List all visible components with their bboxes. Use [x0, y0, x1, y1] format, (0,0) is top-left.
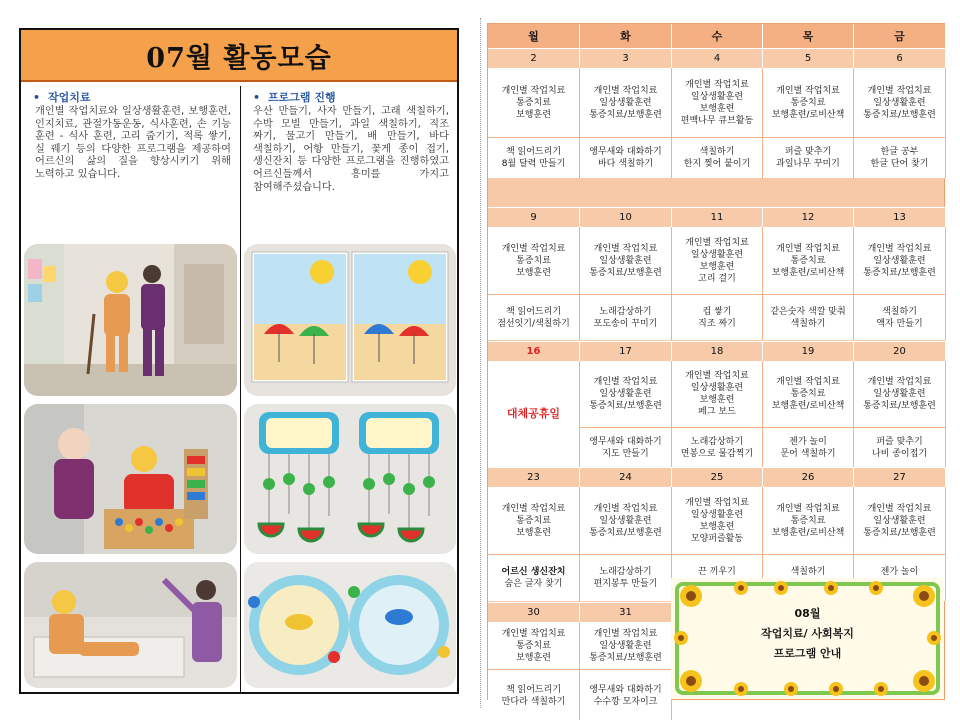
activity-line: 문어 색칠하기 [780, 448, 836, 459]
activity-line: 젠가 놀이 [880, 567, 919, 577]
activity-line: 개인별 작업치료 [685, 237, 749, 248]
main-activity-cell [580, 361, 672, 428]
notice-line: 작업치료/ 사회복지 [761, 627, 854, 640]
activity-line: 개인별 작업치료 [776, 503, 840, 514]
date-number: 2 [488, 48, 580, 68]
date-number: 18 [672, 341, 763, 361]
extra-activity-cell [854, 295, 946, 340]
extra-activity-cell [854, 138, 946, 178]
activity-line: 페그 보드 [698, 407, 736, 417]
activity-line: 통증치료/보행훈련 [863, 401, 936, 411]
date-number: 25 [672, 467, 763, 487]
activity-line: 책 읽어드리기 [505, 685, 562, 695]
activity-line: 컵 쌓기 [702, 306, 732, 317]
main-activity-cell [763, 487, 854, 555]
poster-title-banner [21, 30, 457, 82]
activity-line: 보행훈련 [699, 521, 735, 532]
activity-line: 보행훈련/로비산책 [771, 527, 845, 538]
activity-line: 개인별 작업치료 [501, 243, 566, 254]
activity-line: 한지 찢어 붙이기 [683, 159, 751, 169]
activity-line: 만다라 색칠하기 [501, 697, 566, 707]
program-heading [253, 89, 457, 105]
peg-board-photo [24, 404, 237, 554]
activity-line: 통증치료 [516, 97, 551, 108]
bullet-mark: • [33, 91, 41, 104]
activity-line: 앵무새와 대화하기 [589, 147, 662, 157]
activity-line: 개인별 작업치료 [867, 243, 932, 254]
activity-line: 개인별 작업치료 [501, 85, 566, 96]
extra-activity-cell [672, 295, 763, 340]
activity-line: 직조 짜기 [698, 318, 736, 329]
main-activity-cell [580, 622, 672, 670]
main-activity-cell [672, 487, 763, 555]
extra-activity-cell [672, 428, 763, 467]
activity-line: 포도송이 꾸미기 [593, 318, 658, 329]
extra-activity-cell [672, 138, 763, 178]
date-number: 11 [672, 207, 763, 227]
activity-line: 액자 만들기 [876, 318, 923, 329]
weekday-header: 월 [488, 24, 580, 48]
activity-line: 앵무새와 대화하기 [589, 685, 662, 695]
activity-line: 퍼즐 맞추기 [876, 436, 923, 447]
activity-line: 개인별 작업치료 [685, 497, 749, 508]
date-number: 3 [580, 48, 672, 68]
activity-line: 통증치료/보행훈련 [863, 527, 936, 538]
activity-line: 통증치료 [790, 515, 826, 526]
main-activity-cell [488, 622, 580, 670]
activity-line: 개인별 작업치료 [867, 377, 932, 387]
date-number: 10 [580, 207, 672, 227]
activity-line: 개인별 작업치료 [593, 243, 658, 254]
activity-line: 개인별 작업치료 [867, 503, 932, 514]
extra-activity-cell [580, 295, 672, 340]
activity-line: 지도 만들기 [602, 448, 649, 459]
date-number: 17 [580, 341, 672, 361]
date-number: 12 [763, 207, 854, 227]
activity-line: 퍼즐 맞추기 [784, 147, 832, 157]
date-number: 4 [672, 48, 763, 68]
activity-line: 노래감상하기 [599, 306, 652, 317]
activity-line: 개인별 작업치료 [593, 377, 658, 387]
main-activity-cell [854, 68, 946, 138]
activity-line: 색칠하기 [699, 147, 735, 157]
extra-activity-cell [580, 555, 672, 601]
main-activity-cell [488, 487, 580, 555]
activity-line: 색칠하기 [790, 318, 826, 329]
activity-line: 통증치료/보행훈련 [863, 109, 936, 120]
extra-activity-cell [488, 670, 580, 720]
date-number: 30 [488, 602, 580, 622]
bed-exercise-photo [24, 562, 237, 688]
weekday-header: 수 [672, 24, 763, 48]
main-activity-cell [763, 68, 854, 138]
date-number: 27 [854, 467, 946, 487]
main-activity-cell [580, 68, 672, 138]
fish-bowl-plate-photo [244, 562, 456, 688]
page-divider [480, 18, 481, 708]
activity-line: 보행훈련 [516, 652, 551, 663]
activity-line: 개인별 작업치료 [776, 85, 840, 96]
activity-line: 보행훈련 [699, 103, 735, 114]
holiday-cell [488, 361, 580, 467]
date-number: 23 [488, 467, 580, 487]
activity-line: 개인별 작업치료 [501, 628, 566, 639]
bullet-mark: • [253, 91, 261, 104]
activity-line: 보행훈련 [516, 527, 551, 538]
activity-line: 통증치료 [516, 255, 551, 266]
heading-text: 작업치료 [48, 91, 91, 104]
notice-line: 프로그램 안내 [773, 647, 842, 660]
poster-title: 07월 활동모습 [146, 42, 332, 74]
activity-line: 일상생활훈련 [599, 255, 652, 266]
activity-line: 모양퍼즐활동 [690, 533, 744, 544]
weekday-header: 목 [763, 24, 854, 48]
activity-line: 보행훈련 [699, 395, 735, 405]
extra-activity-cell [580, 670, 672, 720]
activity-line: 한글 공부 [880, 147, 919, 157]
activity-line: 통증치료/보행훈련 [589, 527, 662, 538]
activity-line: 보행훈련 [516, 109, 551, 120]
activity-line: 통증치료 [790, 255, 826, 266]
date-number: 20 [854, 341, 946, 361]
extra-activity-cell [763, 138, 854, 178]
date-number: 13 [854, 207, 946, 227]
activity-line: 개인별 작업치료 [501, 503, 566, 514]
date-number: 16 [488, 341, 580, 361]
extra-activity-cell [580, 138, 672, 178]
activity-line: 통증치료 [516, 515, 551, 526]
main-activity-cell [580, 227, 672, 295]
activity-line: 숨은 글자 찾기 [504, 579, 563, 589]
date-number: 5 [763, 48, 854, 68]
watermelon-mobile-photo [244, 404, 456, 554]
activity-line: 보행훈련/로비산책 [771, 267, 845, 278]
activity-line: 책 읽어드리기 [505, 147, 562, 157]
activity-line: 통증치료 [790, 389, 826, 399]
main-activity-cell [488, 227, 580, 295]
date-number: 9 [488, 207, 580, 227]
main-activity-cell [672, 361, 763, 428]
activity-line: 고리 걸기 [698, 273, 736, 284]
activity-poster [19, 28, 459, 694]
activity-line: 일상생활훈련 [599, 640, 652, 651]
activity-line: 어르신 생신잔치 [501, 567, 566, 577]
notice-line: 08월 [794, 607, 821, 620]
activity-line: 편지봉투 만들기 [593, 579, 658, 589]
activity-line: 편백나무 큐브활동 [680, 115, 754, 126]
activity-line: 일상생활훈련 [873, 389, 926, 399]
walking-training-photo [24, 244, 237, 396]
occupational-therapy-column [21, 86, 239, 692]
activity-line: 통증치료/보행훈련 [589, 401, 662, 411]
main-activity-cell [488, 68, 580, 138]
activity-line: 수수깡 모자이크 [593, 697, 658, 707]
date-number: 24 [580, 467, 672, 487]
activity-line: 일상생활훈련 [599, 515, 652, 526]
main-activity-cell [763, 361, 854, 428]
main-activity-cell [854, 487, 946, 555]
extra-activity-cell [763, 428, 854, 467]
activity-line: 일상생활훈련 [690, 249, 744, 260]
weekday-header: 금 [854, 24, 946, 48]
activity-line: 색칠하기 [790, 567, 826, 577]
activity-line: 한글 단어 찾기 [870, 159, 929, 169]
activity-line: 개인별 작업치료 [776, 243, 840, 254]
activity-line: 보행훈련/로비산책 [771, 401, 845, 411]
august-program-notice [671, 578, 944, 699]
activity-line: 통증치료/보행훈련 [589, 109, 662, 120]
activity-line: 일상생활훈련 [690, 509, 744, 520]
activity-line: 일상생활훈련 [873, 97, 926, 108]
extra-activity-cell [854, 428, 946, 467]
activity-line: 같은숫자 색깔 맞춰 [770, 306, 846, 317]
date-number: 19 [763, 341, 854, 361]
weekday-header: 화 [580, 24, 672, 48]
activity-line: 바다 색칠하기 [597, 159, 654, 169]
occupational-therapy-text: 개인별 작업치료와 일상생활훈련, 보행훈련, 인지치료, 관절가동운동, 식사훈련, 손 기능 훈련 - 식사 훈련, 고리 줍기기, 적록 쌓기, 실 꿰기 등의 다양한 프로그램을 제공하여 어르신의 삶의 질을 향상시키기 위해 노력하고 있습니다. [35, 106, 231, 180]
activity-line: 노래감상하기 [599, 567, 652, 577]
activity-line: 개인별 작업치료 [593, 503, 658, 514]
activity-line: 통증치료 [516, 640, 551, 651]
activity-line: 개인별 작업치료 [593, 628, 658, 639]
activity-line: 일상생활훈련 [599, 389, 652, 399]
activity-line: 통증치료 [790, 97, 826, 108]
activity-line: 일상생활훈련 [690, 91, 744, 102]
date-number: 31 [580, 602, 672, 622]
activity-line: 색칠하기 [882, 306, 917, 317]
activity-line: 보행훈련 [699, 261, 735, 272]
activity-line: 앵무새와 대화하기 [589, 436, 662, 447]
activity-line: 면봉으로 물감찍기 [680, 448, 754, 459]
occupational-therapy-heading [33, 89, 239, 105]
date-number: 6 [854, 48, 946, 68]
main-activity-cell [672, 227, 763, 295]
activity-line: 개인별 작업치료 [593, 85, 658, 96]
extra-activity-cell [488, 138, 580, 178]
main-activity-cell [580, 487, 672, 555]
activity-line: 과일나무 꾸미기 [776, 159, 840, 169]
activity-line: 통증치료/보행훈련 [863, 267, 936, 278]
extra-activity-cell [488, 295, 580, 340]
activity-line: 노래감상하기 [690, 436, 744, 447]
holiday-label: 대체공휴일 [506, 407, 561, 420]
activity-line: 끈 끼우기 [698, 567, 736, 577]
activity-line: 보행훈련 [516, 267, 551, 278]
activity-line: 점선잇기/색칠하기 [497, 318, 570, 329]
extra-activity-cell [763, 295, 854, 340]
activity-line: 개인별 작업치료 [776, 377, 840, 387]
activity-line: 8월 달력 만들기 [501, 159, 566, 169]
main-activity-cell [672, 68, 763, 138]
activity-line: 젠가 놀이 [789, 436, 827, 447]
activity-line: 책 읽어드리기 [505, 306, 562, 317]
activity-line: 보행훈련/로비산책 [771, 109, 845, 120]
program-text: 우산 만들기, 사자 만들기, 고래 색칠하기, 수박 모빌 만들기, 과일 색칠하기, 직조 짜기, 물고기 만들기, 배 만들기, 바다 색칠하기, 어항 만들기, 꽃게 종이 접기, 생신잔치 등 다양한 프로그램을 진행하였고 어르신들께서 흥미를 가지고 참여해주셨습니다. [253, 106, 449, 193]
activity-line: 일상생활훈련 [873, 515, 926, 526]
activity-line: 통증치료/보행훈련 [589, 652, 662, 663]
activity-line: 개인별 작업치료 [867, 85, 932, 96]
umbrella-drawing-photo [244, 244, 456, 396]
activity-line: 통증치료/보행훈련 [589, 267, 662, 278]
main-activity-cell [854, 361, 946, 428]
main-activity-cell [854, 227, 946, 295]
extra-activity-cell [580, 428, 672, 467]
activity-line: 일상생활훈련 [873, 255, 926, 266]
extra-activity-cell [488, 555, 580, 601]
activity-line: 나비 종이접기 [871, 448, 928, 459]
activity-line: 개인별 작업치료 [685, 79, 749, 90]
activity-line: 일상생활훈련 [599, 97, 652, 108]
heading-text: 프로그램 진행 [268, 91, 336, 104]
activity-line: 개인별 작업치료 [685, 371, 749, 381]
notice-text [671, 604, 944, 664]
date-number: 26 [763, 467, 854, 487]
program-column [240, 86, 457, 692]
main-activity-cell [763, 227, 854, 295]
activity-line: 일상생활훈련 [690, 383, 744, 393]
